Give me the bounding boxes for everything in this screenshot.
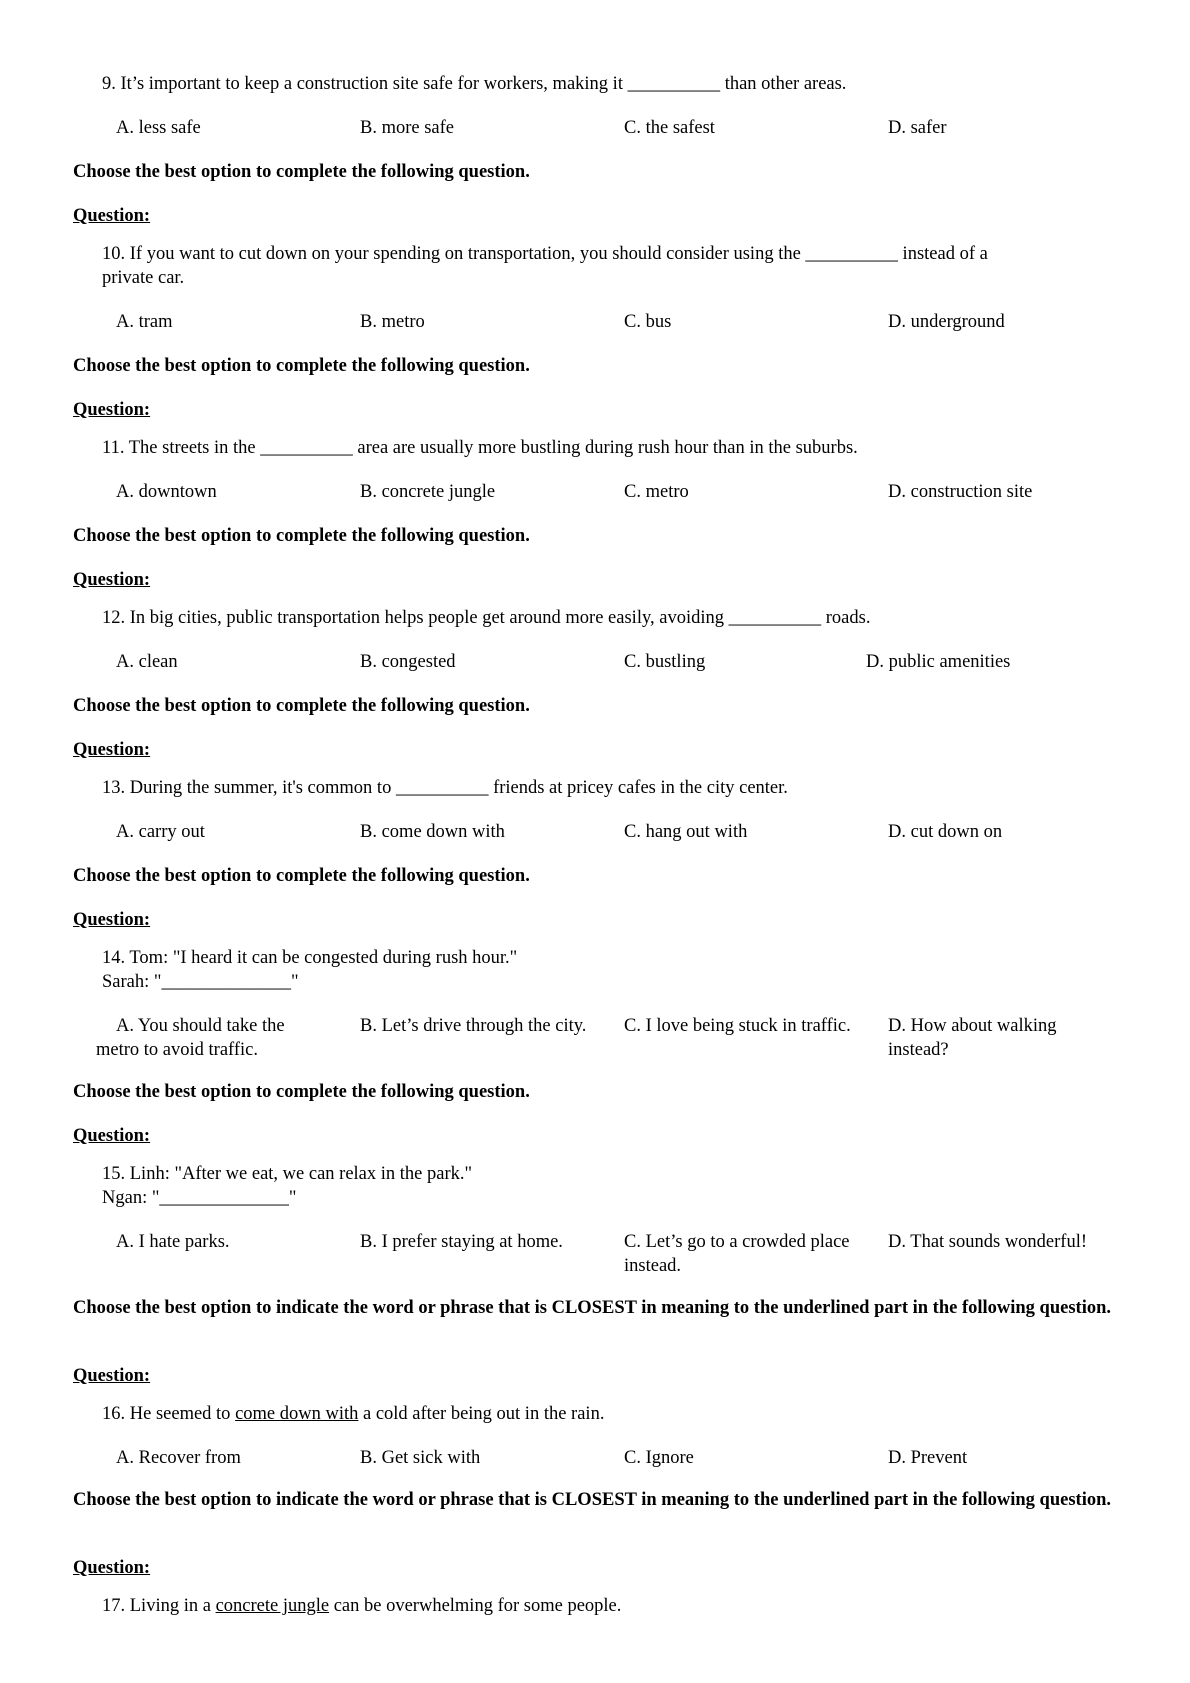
question-10-stem-line1: 10. If you want to cut down on your spending on transportation, you should consider using the __________ instead of a [102,244,988,264]
question-12-stem: 12. In big cities, public transportation helps people get around more easily, avoiding __________ roads. [102,608,871,628]
question-10-option-b[interactable]: B. metro [360,312,425,332]
question-10-stem-line2: private car. [102,268,185,288]
instruction-11: Choose the best option to complete the following question. [73,356,530,376]
question-16-option-c[interactable]: C. Ignore [624,1448,694,1468]
question-9-option-d[interactable]: D. safer [888,118,947,138]
question-14-stem-line1: 14. Tom: "I heard it can be congested during rush hour." [102,948,518,968]
question-9-option-a[interactable]: A. less safe [116,118,201,138]
question-15-option-c[interactable]: C. Let’s go to a crowded place instead. [624,1232,850,1276]
question-12-option-a[interactable]: A. clean [116,652,178,672]
question-9-text: It’s important to keep a construction site safe for workers, making it __________ than other areas. [120,74,847,94]
question-label-15: Question: [73,1126,151,1146]
question-17-stem-post: can be overwhelming for some people. [329,1596,622,1616]
question-15-option-b[interactable]: B. I prefer staying at home. [360,1232,563,1252]
question-13-option-c[interactable]: C. hang out with [624,822,748,842]
instruction-17: Choose the best option to indicate the word or phrase that is CLOSEST in meaning to the underlined part in the following question. [73,1490,1111,1510]
question-10-option-c[interactable]: C. bus [624,312,672,332]
question-12-option-b[interactable]: B. congested [360,652,456,672]
question-12-option-d[interactable]: D. public amenities [866,652,1011,672]
question-16-option-d[interactable]: D. Prevent [888,1448,968,1468]
question-11-option-b[interactable]: B. concrete jungle [360,482,496,502]
question-16-option-a[interactable]: A. Recover from [116,1448,241,1468]
question-16-stem-pre: 16. He seemed to [102,1404,236,1424]
question-14-option-c[interactable]: C. I love being stuck in traffic. [624,1016,851,1036]
question-9-option-c[interactable]: C. the safest [624,118,715,138]
question-14-option-b[interactable]: B. Let’s drive through the city. [360,1016,587,1036]
question-11-stem: 11. The streets in the __________ area are usually more bustling during rush hour than in the suburbs. [102,438,858,458]
question-17-underlined-phrase: concrete jungle [215,1596,330,1616]
instruction-16: Choose the best option to indicate the word or phrase that is CLOSEST in meaning to the underlined part in the following question. [73,1298,1111,1318]
question-15-option-d[interactable]: D. That sounds wonderful! [888,1232,1088,1252]
question-14-stem-line2: Sarah: "______________" [102,972,299,992]
question-label-11: Question: [73,400,151,420]
question-9-stem [102,72,1102,96]
question-13-option-d[interactable]: D. cut down on [888,822,1003,842]
question-17-stem [102,1594,1102,1618]
question-11-option-a[interactable]: A. downtown [116,482,217,502]
question-15-option-a[interactable]: A. I hate parks. [116,1232,230,1252]
instruction-15: Choose the best option to complete the following question. [73,1082,530,1102]
question-16-stem [102,1402,1102,1426]
question-15-stem-line2: Ngan: "______________" [102,1188,297,1208]
question-13-stem: 13. During the summer, it's common to __________ friends at pricey cafes in the city center. [102,778,788,798]
question-16-option-b[interactable]: B. Get sick with [360,1448,481,1468]
question-11-option-c[interactable]: C. metro [624,482,689,502]
instruction-12: Choose the best option to complete the following question. [73,526,530,546]
question-9-option-b[interactable]: B. more safe [360,118,455,138]
instruction-14: Choose the best option to complete the following question. [73,866,530,886]
question-17-stem-pre: 17. Living in a [102,1596,216,1616]
question-13-option-a[interactable]: A. carry out [116,822,205,842]
instruction-13: Choose the best option to complete the following question. [73,696,530,716]
question-9-number: 9. [102,74,116,94]
question-label-14: Question: [73,910,151,930]
question-10-option-d[interactable]: D. underground [888,312,1005,332]
question-10-option-a[interactable]: A. tram [116,312,173,332]
question-16-underlined-phrase: come down with [235,1404,359,1424]
question-12-option-c[interactable]: C. bustling [624,652,706,672]
question-14-option-d[interactable]: D. How about walking instead? [888,1016,1057,1060]
question-label-16: Question: [73,1366,151,1386]
question-16-stem-post: a cold after being out in the rain. [358,1404,605,1424]
question-13-option-b[interactable]: B. come down with [360,822,505,842]
question-label-17: Question: [73,1558,151,1578]
question-15-stem-line1: 15. Linh: "After we eat, we can relax in the park." [102,1164,473,1184]
question-11-option-d[interactable]: D. construction site [888,482,1033,502]
question-label-10: Question: [73,206,151,226]
question-14-option-a[interactable]: A. You should take the metro to avoid traffic. [96,1016,285,1060]
question-label-13: Question: [73,740,151,760]
instruction-10: Choose the best option to complete the following question. [73,162,530,182]
question-label-12: Question: [73,570,151,590]
